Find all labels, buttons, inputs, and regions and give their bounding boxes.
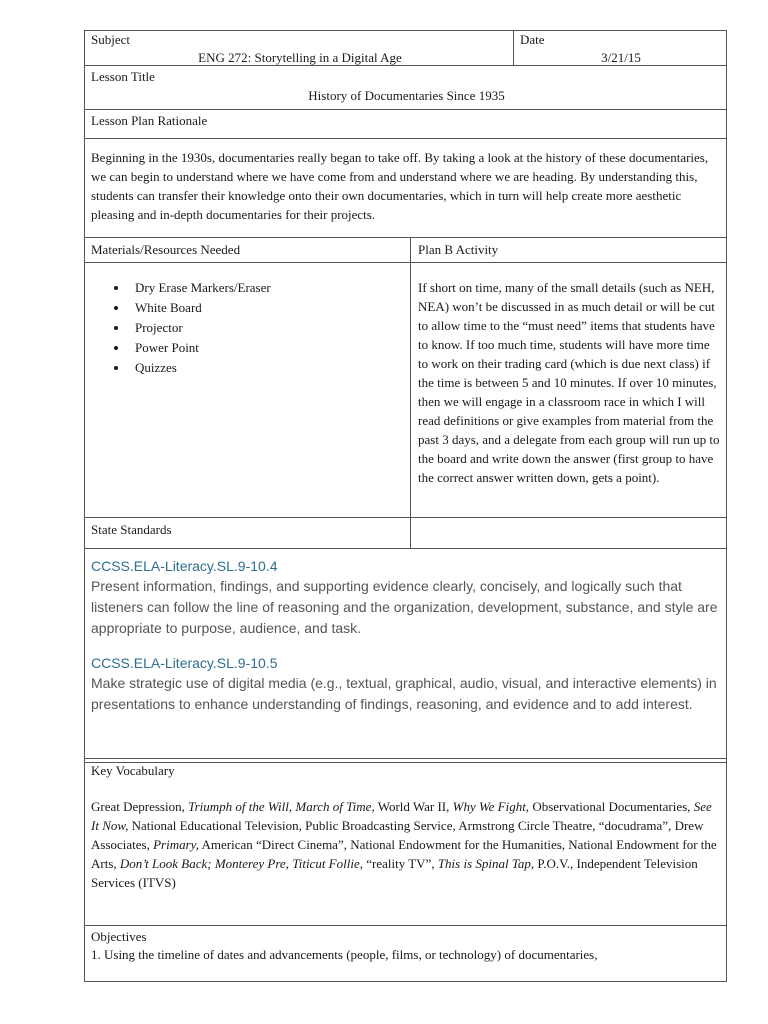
vocabulary-label: Key Vocabulary bbox=[91, 763, 175, 778]
plan-b-text: If short on time, many of the small details (such as NEH, NEA) won’t be discussed in as much detail or will be cut to allow time to the “must need” items that students have to know. If too much time, students will have more time to work on their trading card (which is due next class) if the time is between 5 and 10 minutes. If over 10 minutes, then we will engage in a classroom race in which I will read definitions or give examples from material from the past 3 days, and a delegate from each group will run up to the board and write down the answer (first group to have the correct answer written down, gets a point). bbox=[418, 280, 720, 485]
vocab-title: Primary, bbox=[153, 837, 199, 852]
standard-text: Present information, findings, and supporting evidence clearly, concisely, and logically such that listeners can follow the line of reasoning and the organization, development, substance, and style are appropriate to purpose, audience, and task. bbox=[91, 578, 718, 636]
date-cell bbox=[513, 30, 727, 66]
standard-code: CCSS.ELA-Literacy.SL.9-10.4 bbox=[91, 558, 278, 574]
materials-list bbox=[85, 278, 271, 378]
vocab-title: This is Spinal Tap, bbox=[437, 856, 535, 871]
standard-block bbox=[91, 558, 718, 715]
rationale-text: Beginning in the 1930s, documentaries really began to take off. By taking a look at the history of these documentaries, we can begin to understand where we have come from and understand where we are heading. By understanding this, students can transfer their knowledge onto their own documentaries, which in turn will help create more aesthetic pleasing and in-depth documentaries for their projects. bbox=[91, 150, 709, 222]
plan-b-cell bbox=[410, 237, 727, 549]
subject-value: ENG 272: Storytelling in a Digital Age bbox=[198, 50, 402, 65]
date-label: Date bbox=[520, 32, 545, 47]
standard-text: Make strategic use of digital media (e.g., textual, graphical, audio, visual, and interactive elements) in presentations to enhance understanding of findings, reasoning, and evidence and to add interest. bbox=[91, 675, 717, 712]
materials-item: • Projector bbox=[129, 318, 271, 338]
date-value: 3/21/15 bbox=[601, 50, 641, 65]
vocab-term: , World War II, bbox=[371, 799, 453, 814]
standards-label: State Standards bbox=[91, 522, 172, 537]
vocab-term: Great Depression, bbox=[91, 799, 189, 814]
vocab-title: Why We Fight, bbox=[452, 799, 530, 814]
materials-label: Materials/Resources Needed bbox=[91, 242, 241, 257]
materials-item: • Power Point bbox=[129, 338, 271, 358]
materials-item: • Dry Erase Markers/Eraser bbox=[129, 278, 271, 298]
vocab-term: P.O.V., Independent Television Services (ITVS) bbox=[91, 856, 698, 890]
materials-cell bbox=[84, 237, 411, 549]
vocab-term: National Educational Television, Public Broadcasting Service, Armstrong Circle Theatre, “docudrama”, Drew Associates, bbox=[91, 818, 704, 852]
vocab-title: Triumph of the Will, March of Time bbox=[188, 799, 372, 814]
objectives-item: 1. Using the timeline of dates and advancements (people, films, or technology) of documentaries, bbox=[91, 947, 598, 962]
vocabulary-text bbox=[91, 797, 718, 892]
plan-b-label: Plan B Activity bbox=[418, 242, 499, 257]
subject-cell bbox=[84, 30, 514, 66]
standard-code: CCSS.ELA-Literacy.SL.9-10.5 bbox=[91, 655, 278, 671]
materials-item: • White Board bbox=[129, 298, 271, 318]
vocab-term: American “Direct Cinema”, National Endowment for the Humanities, National Endowment for the Arts, bbox=[91, 837, 717, 871]
lesson-title-label: Lesson Title bbox=[91, 69, 155, 84]
objectives-cell bbox=[84, 925, 727, 982]
vocab-term: Observational Documentaries, bbox=[529, 799, 694, 814]
vocab-title: Don’t Look Back; Monterey Pre, Titicut Follie, bbox=[119, 856, 363, 871]
materials-item: • Quizzes bbox=[129, 358, 271, 378]
subject-label: Subject bbox=[91, 32, 130, 47]
vocab-term: “reality TV”, bbox=[362, 856, 438, 871]
lesson-title-value: History of Documentaries Since 1935 bbox=[308, 88, 505, 103]
rationale-label: Lesson Plan Rationale bbox=[91, 113, 208, 128]
objectives-label: Objectives bbox=[91, 929, 147, 944]
vocab-title: See It Now, bbox=[91, 799, 712, 833]
vocabulary-cell bbox=[84, 758, 727, 926]
standards-cell bbox=[84, 517, 727, 763]
